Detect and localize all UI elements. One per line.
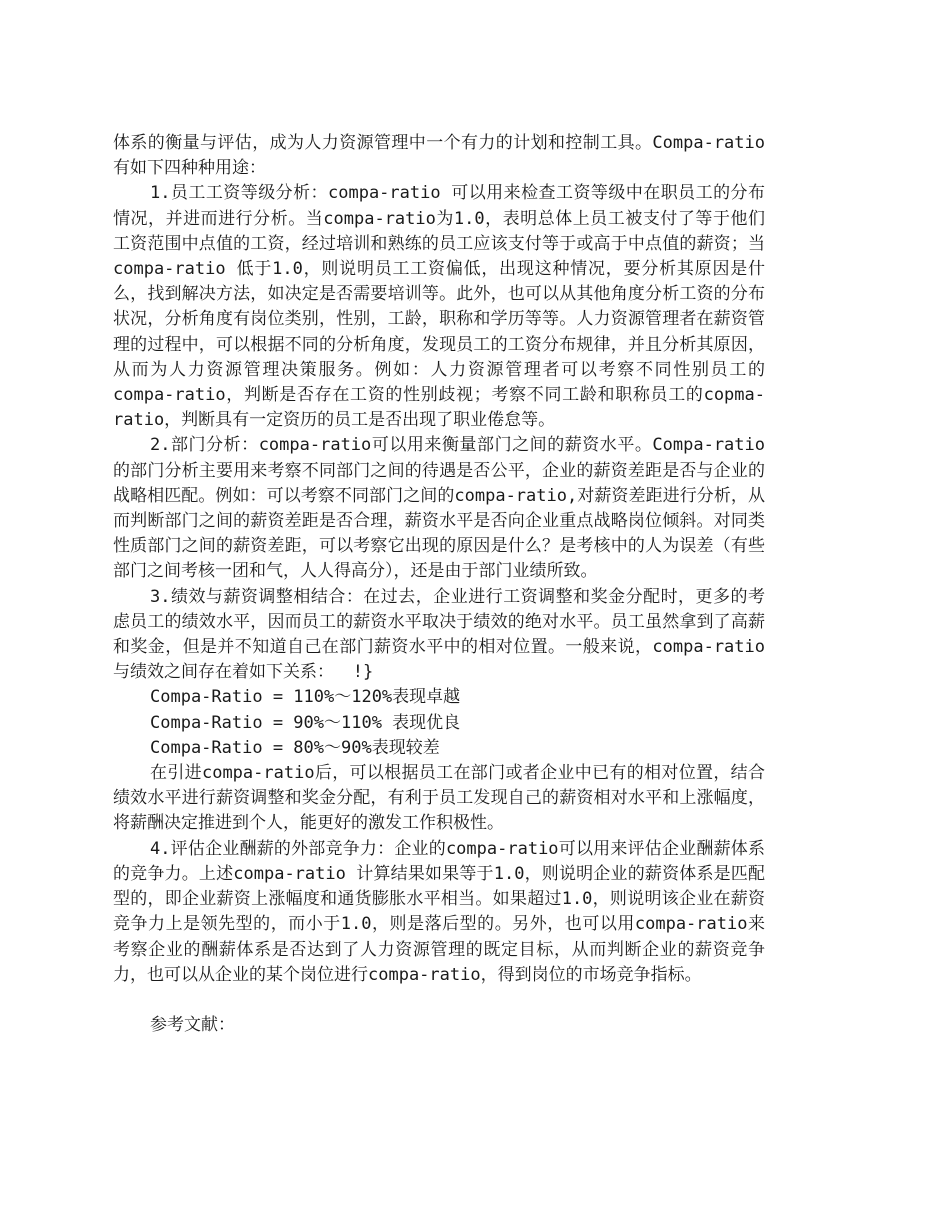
paragraph-performance-salary: 3.绩效与薪资调整相结合：在过去，企业进行工资调整和奖金分配时，更多的考虑员工的绩效水平，因而员工的薪资水平取决于绩效的绝对水平。员工虽然拿到了高薪和奖金，但是并不知道自己在部门薪资水平中的相对位置。一般来说，compa-ratio与绩效之间存在着如下关系： !} bbox=[113, 586, 765, 683]
paragraph-intro: 体系的衡量与评估，成为人力资源管理中一个有力的计划和控制工具。Compa-ratio有如下四种种用途： bbox=[113, 133, 765, 179]
paragraph-salary-grade-analysis: 1.员工工资等级分析：compa-ratio 可以用来检查工资等级中在职员工的分布情况，并进而进行分析。当compa-ratio为1.0，表明总体上员工被支付了等于他们工资范围中点值的工资，经过培训和熟练的员工应该支付等于或高于中点值的薪资；当compa-ratio 低于1.0，则说明员工工资偏低，出现这种情况，要分析其原因是什么，找到解决方法，如决定是否需要培训等。此外，也可以从其他角度分析工资的分布状况，分析角度有岗位类别，性别，工龄，职称和学历等等。人力资源管理者在薪资管理的过程中，可以根据不同的分析角度，发现员工的工资分布规律，并且分析其原因，从而为人力资源管理决策服务。例如：人力资源管理者可以考察不同性别员工的compa-ratio，判断是否存在工资的性别歧视；考察不同工龄和职称员工的copma-ratio，判断具有一定资历的员工是否出现了职业倦怠等。 bbox=[113, 183, 765, 431]
paragraph-department-analysis: 2.部门分析：compa-ratio可以用来衡量部门之间的薪资水平。Compa-ratio的部门分析主要用来考察不同部门之间的待遇是否公平，企业的薪资差距是否与企业的战略相匹配。例如：可以考察不同部门之间的compa-ratio,对薪资差距进行分析，从而判断部门之间的薪资差距是否合理，薪资水平是否向企业重点战略岗位倾斜。对同类性质部门之间的薪资差距，可以考察它出现的原因是什么？是考核中的人为误差（有些部门之间考核一团和气，人人得高分），还是由于部门业绩所致。 bbox=[113, 435, 765, 582]
spacer bbox=[113, 988, 765, 1013]
formula-line-poor: Compa-Ratio = 80%～90%表现较差 bbox=[150, 737, 440, 758]
paragraph-external-competitiveness: 4.评估企业酬薪的外部竞争力：企业的compa-ratio可以用来评估企业酬薪体系的竞争力。上述compa-ratio 计算结果如果等于1.0，则说明企业的薪资体系是匹配型的，即企业薪资上涨幅度和通货膨胀水平相当。如果超过1.0，则说明该企业在薪资竞争力上是领先型的，而小于1.0，则是落后型的。另外，也可以用compa-ratio来考察企业的酬薪体系是否达到了人力资源管理的既定目标，从而判断企业的薪资竞争力，也可以从企业的某个岗位进行compa-ratio，得到岗位的市场竞争指标。 bbox=[113, 838, 765, 985]
document-body bbox=[113, 131, 765, 1038]
references-heading: 参考文献： bbox=[150, 1014, 235, 1035]
formula-line-excellent: Compa-Ratio = 110%～120%表现卓越 bbox=[150, 687, 461, 708]
paragraph-after-introduction: 在引进compa-ratio后，可以根据员工在部门或者企业中已有的相对位置，结合绩效水平进行薪资调整和奖金分配，有利于员工发现自己的薪资相对水平和上涨幅度，将薪酬决定推进到个人，能更好的激发工作积极性。 bbox=[113, 763, 765, 834]
formula-line-good: Compa-Ratio = 90%～110% 表现优良 bbox=[150, 712, 461, 733]
